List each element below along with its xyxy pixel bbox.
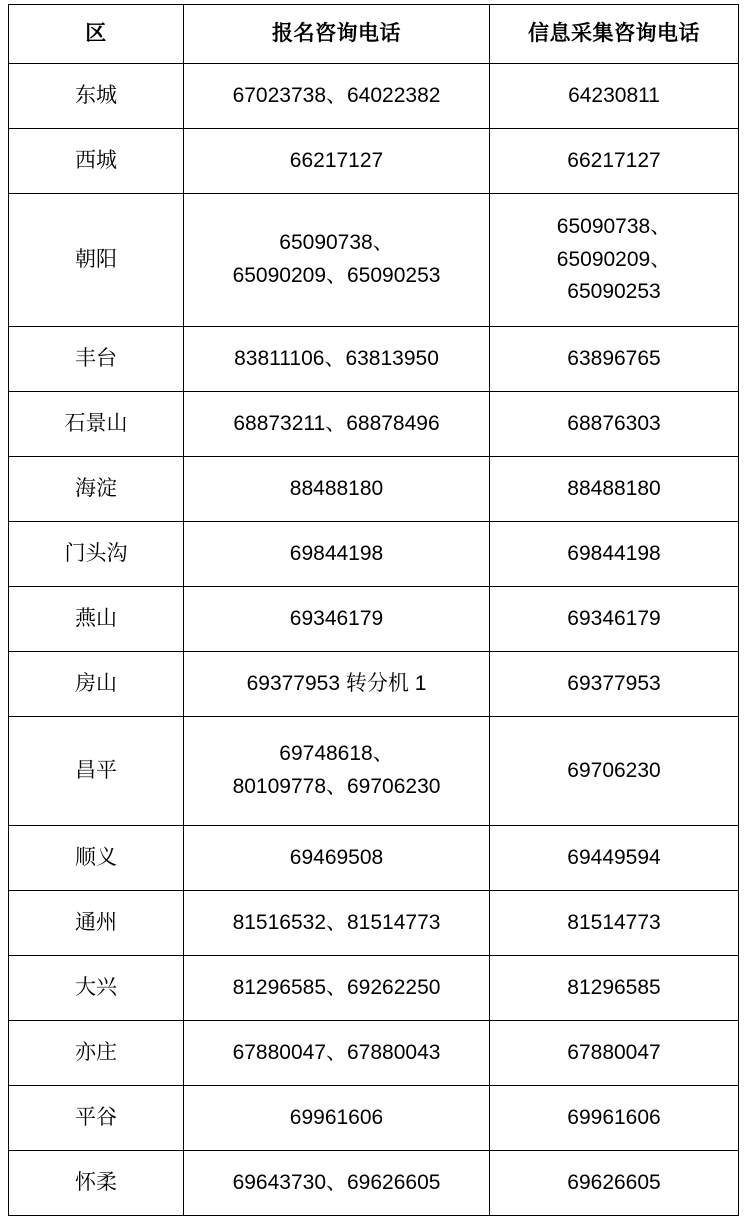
cell-signup-phone [184, 956, 490, 1021]
column-header-collection-phone: 信息采集咨询电话 [490, 5, 739, 64]
cell-signup-phone-line: 81516532、81514773 [232, 910, 441, 934]
cell-signup-phone [184, 392, 490, 457]
cell-signup-phone-line: 65090209、65090253 [232, 264, 441, 287]
cell-signup-phone [184, 1021, 490, 1086]
cell-collection-phone-line: 66217127 [567, 148, 661, 172]
cell-signup-phone-line: 88488180 [289, 476, 384, 500]
cell-collection-phone [490, 891, 739, 956]
table-row [9, 194, 739, 327]
cell-collection-phone-line: 69346179 [567, 606, 661, 630]
cell-district: 东城 [9, 64, 184, 129]
cell-collection-phone-line: 65090738、 [556, 215, 672, 239]
cell-district: 海淀 [9, 457, 184, 522]
cell-signup-phone-line: 67880047、67880043 [232, 1040, 441, 1064]
cell-district: 丰台 [9, 327, 184, 392]
table-row [9, 457, 739, 522]
cell-signup-phone-line: 65090738、 [279, 231, 394, 255]
cell-signup-phone-line: 67023738、64022382 [232, 83, 441, 107]
cell-district: 亦庄 [9, 1021, 184, 1086]
cell-signup-phone-line: 69844198 [289, 541, 384, 565]
cell-signup-phone-line: 83811106、63813950 [234, 346, 439, 370]
cell-collection-phone-line: 69706230 [567, 758, 661, 782]
table-row [9, 1151, 739, 1216]
cell-district: 昌平 [9, 717, 184, 826]
cell-signup-phone [184, 891, 490, 956]
cell-collection-phone [490, 1021, 739, 1086]
cell-district: 平谷 [9, 1086, 184, 1151]
table-body [9, 64, 739, 1216]
cell-signup-phone [184, 129, 490, 194]
cell-collection-phone-line: 88488180 [567, 476, 661, 500]
cell-collection-phone-line: 69377953 [567, 671, 661, 695]
cell-signup-phone-line: 80109778、69706230 [232, 775, 441, 798]
cell-signup-phone [184, 717, 490, 826]
cell-collection-phone [490, 327, 739, 392]
table-row [9, 64, 739, 129]
cell-collection-phone [490, 194, 739, 327]
table-row [9, 522, 739, 587]
cell-collection-phone [490, 652, 739, 717]
cell-district: 大兴 [9, 956, 184, 1021]
cell-signup-phone [184, 522, 490, 587]
cell-collection-phone-line: 67880047 [567, 1040, 661, 1064]
cell-collection-phone-line: 69961606 [567, 1105, 661, 1129]
table-row [9, 1086, 739, 1151]
cell-collection-phone-line: 81296585 [567, 975, 661, 999]
cell-district: 门头沟 [9, 522, 184, 587]
cell-collection-phone-line: 63896765 [567, 346, 661, 370]
cell-collection-phone [490, 129, 739, 194]
cell-collection-phone [490, 64, 739, 129]
cell-signup-phone [184, 1151, 490, 1216]
cell-signup-phone [184, 194, 490, 327]
cell-collection-phone-line: 64230811 [568, 83, 660, 107]
cell-signup-phone [184, 1086, 490, 1151]
cell-collection-phone [490, 587, 739, 652]
cell-signup-phone-line: 66217127 [289, 148, 384, 172]
cell-district: 房山 [9, 652, 184, 717]
cell-district: 燕山 [9, 587, 184, 652]
cell-signup-phone-line: 81296585、69262250 [232, 975, 441, 999]
cell-collection-phone-line: 65090253 [567, 280, 661, 304]
cell-signup-phone-line: 69643730、69626605 [232, 1170, 441, 1194]
cell-signup-phone [184, 587, 490, 652]
cell-signup-phone-line: 68873211、68878496 [233, 411, 440, 435]
cell-collection-phone [490, 1086, 739, 1151]
cell-signup-phone-line: 69377953 转分机 1 [246, 671, 427, 695]
cell-signup-phone [184, 652, 490, 717]
cell-signup-phone-line: 69346179 [289, 606, 384, 630]
cell-signup-phone [184, 64, 490, 129]
table-header-row [9, 5, 739, 64]
table-row [9, 1021, 739, 1086]
table-row [9, 826, 739, 891]
cell-signup-phone [184, 457, 490, 522]
table-row [9, 129, 739, 194]
cell-collection-phone [490, 956, 739, 1021]
cell-district: 西城 [9, 129, 184, 194]
cell-collection-phone [490, 392, 739, 457]
cell-signup-phone [184, 826, 490, 891]
cell-collection-phone-line: 81514773 [567, 910, 661, 934]
cell-collection-phone [490, 457, 739, 522]
table-row [9, 652, 739, 717]
cell-collection-phone-line: 69449594 [567, 845, 661, 869]
cell-collection-phone-line: 69626605 [567, 1170, 661, 1194]
table-row [9, 956, 739, 1021]
cell-signup-phone [184, 327, 490, 392]
table-row [9, 587, 739, 652]
cell-district: 通州 [9, 891, 184, 956]
cell-district: 顺义 [9, 826, 184, 891]
cell-collection-phone [490, 826, 739, 891]
consultation-phone-table [8, 4, 739, 1216]
cell-signup-phone-line: 69748618、 [279, 742, 394, 766]
cell-collection-phone-line: 69844198 [567, 541, 661, 565]
cell-collection-phone [490, 1151, 739, 1216]
cell-collection-phone [490, 717, 739, 826]
table-row [9, 717, 739, 826]
cell-signup-phone-line: 69469508 [289, 845, 384, 869]
cell-collection-phone-line: 65090209、 [556, 247, 672, 271]
column-header-district: 区 [9, 5, 184, 64]
table-row [9, 392, 739, 457]
cell-district: 朝阳 [9, 194, 184, 327]
table-row [9, 327, 739, 392]
cell-district: 石景山 [9, 392, 184, 457]
cell-district: 怀柔 [9, 1151, 184, 1216]
column-header-signup-phone: 报名咨询电话 [184, 5, 490, 64]
cell-signup-phone-line: 69961606 [289, 1105, 384, 1129]
table-head [9, 5, 739, 64]
cell-collection-phone [490, 522, 739, 587]
cell-collection-phone-line: 68876303 [567, 411, 661, 435]
table-row [9, 891, 739, 956]
